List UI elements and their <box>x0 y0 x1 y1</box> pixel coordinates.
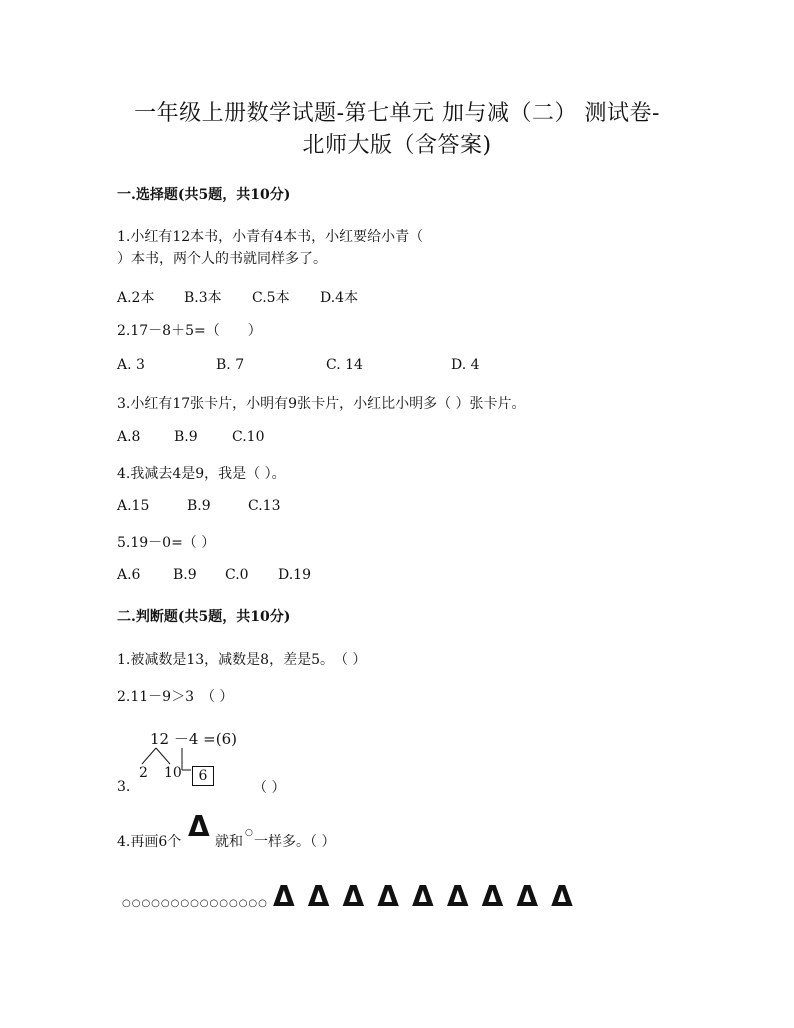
q3-option-b: B.9 <box>174 429 198 445</box>
split-right-number: 10 <box>164 765 182 781</box>
judge-q4-prefix: 4.再画6个 <box>117 834 182 850</box>
split-equation: 12 －4 =(6) <box>150 730 237 748</box>
q4-option-c: C.13 <box>248 498 281 514</box>
q5-text: 5.19－0=（ ） <box>117 535 216 551</box>
judge-q2-text: 2.11－9＞3 （ ） <box>117 689 234 705</box>
triangle-6: Δ <box>446 880 469 913</box>
q5-option-a: A.6 <box>117 567 141 583</box>
q2-option-c: C. 14 <box>326 357 363 373</box>
answer-box: 6 <box>192 766 214 786</box>
q1-text-line1: 1.小红有12本书，小青有4本书，小红要给小青（ <box>117 229 424 245</box>
title-line-2: 北师大版（含答案) <box>302 133 492 158</box>
triangle-9: Δ <box>551 880 573 913</box>
q5-option-d: D.19 <box>278 567 311 583</box>
q4-text: 4.我减去4是9，我是（ ）。 <box>117 466 286 482</box>
triangle-5: Δ <box>412 880 434 913</box>
triangle-8: Δ <box>516 880 539 913</box>
triangle-3: Δ <box>342 880 365 913</box>
judge-q3-paren: （ ） <box>253 780 286 796</box>
split-line-right <box>156 748 170 764</box>
q2-option-a: A. 3 <box>117 357 145 373</box>
q1-option-a: A.2本 <box>117 290 155 306</box>
triangle-4: Δ <box>377 880 399 913</box>
q2-option-d: D. 4 <box>451 357 480 373</box>
triangle-icon: Δ <box>188 810 210 843</box>
q5-option-c: C.0 <box>225 567 249 583</box>
q1-option-b: B.3本 <box>184 290 222 306</box>
q3-text: 3.小红有17张卡片，小明有9张卡片，小红比小明多（ ）张卡片。 <box>117 396 526 412</box>
q1-option-d: D.4本 <box>320 290 359 306</box>
triangle-1: Δ <box>272 880 295 913</box>
circles-row: ○○○○○○○○○○○○○○○ <box>122 898 268 909</box>
judge-q4-middle: 就和 <box>215 834 243 850</box>
section2-heading: 二.判断题(共5题，共10分) <box>117 609 291 625</box>
q1-option-c: C.5本 <box>252 290 290 306</box>
q4-option-b: B.9 <box>187 498 211 514</box>
q1-text-line2: ）本书，两个人的书就同样多了。 <box>117 251 327 267</box>
q3-option-a: A.8 <box>117 429 141 445</box>
triangle-7: Δ <box>481 880 504 913</box>
judge-q4-suffix: 一样多。（ ） <box>254 834 336 850</box>
judge-q1-text: 1.被减数是13，减数是8，差是5。 （ ） <box>117 652 367 668</box>
triangle-2: Δ <box>307 880 330 913</box>
section1-heading: 一.选择题(共5题，共10分) <box>117 187 291 203</box>
judge-q3-label: 3. <box>117 779 131 795</box>
circle-icon: ○ <box>245 828 253 838</box>
q2-option-b: B. 7 <box>216 357 245 373</box>
q5-option-b: B.9 <box>173 567 197 583</box>
q2-text: 2.17－8＋5=（ ） <box>117 323 262 339</box>
split-line-left <box>142 748 156 764</box>
split-left-number: 2 <box>139 765 148 781</box>
q4-option-a: A.15 <box>117 498 150 514</box>
figure-row <box>122 880 581 913</box>
title-line-1: 一年级上册数学试题-第七单元 加与减（二） 测试卷- <box>134 101 660 126</box>
q3-option-c: C.10 <box>232 429 265 445</box>
